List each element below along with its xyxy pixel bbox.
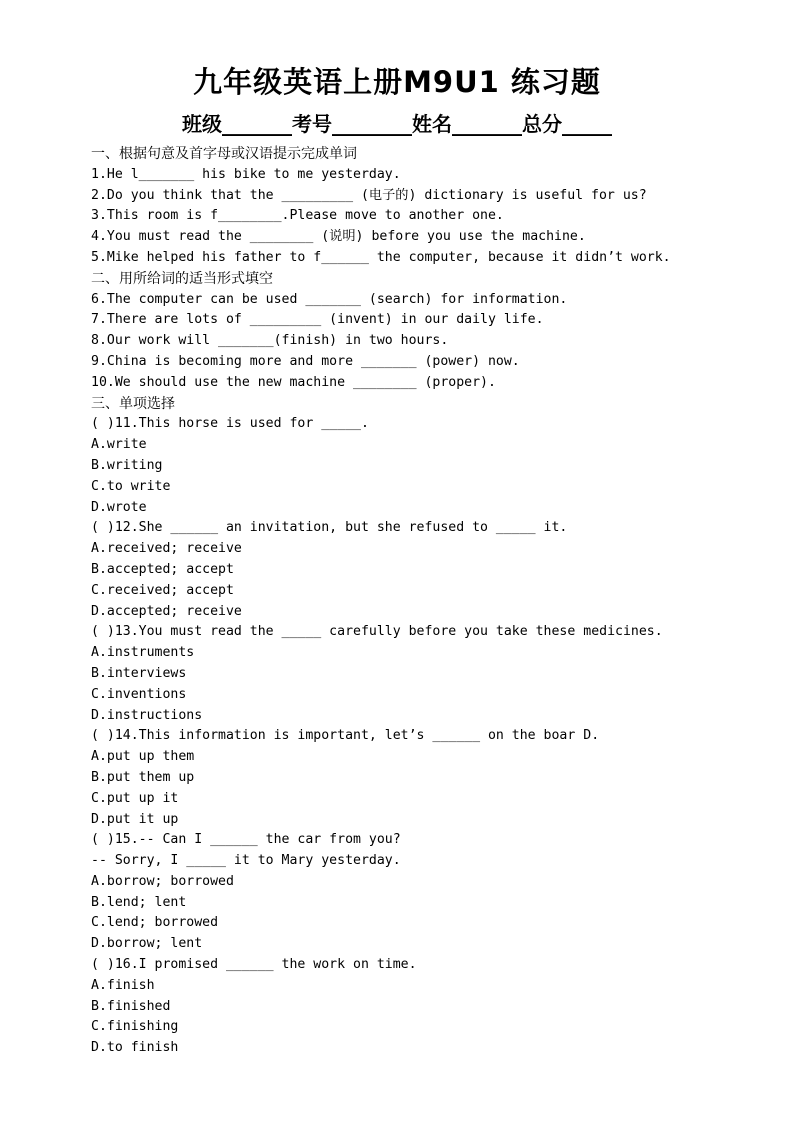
exercise-line: A.instruments: [91, 645, 195, 661]
exercise-line: A.borrow; borrowed: [91, 873, 234, 889]
exercise-line: B.lend; lent: [91, 894, 187, 910]
exercise-line: 4.You must read the ________ (说明) before you use the machine.: [91, 229, 586, 245]
exercise-line: C.put up it: [91, 790, 179, 806]
section-heading: 三、单项选择: [91, 395, 175, 412]
exercise-line: D.put it up: [91, 811, 179, 827]
exercise-line: C.to write: [91, 478, 171, 494]
section-heading: 二、用所给词的适当形式填空: [91, 270, 273, 287]
exercise-line: 9.China is becoming more and more _______ (power) now.: [91, 353, 520, 369]
exercise-line: 1.He l_______ his bike to me yesterday.: [91, 166, 401, 182]
exercise-line: D.to finish: [91, 1040, 179, 1056]
exercise-line: B.put them up: [91, 769, 195, 785]
exercise-line: 5.Mike helped his father to f______ the computer, because it didn’t work.: [91, 249, 671, 265]
exercise-line: 8.Our work will _______(finish) in two hours.: [91, 333, 449, 349]
exercise-line: ( )14.This information is important, let’s ______ on the boar D.: [91, 728, 600, 744]
page-title: 九年级英语上册M9U1 练习题: [193, 65, 601, 99]
exercise-line: 6.The computer can be used _______ (search) for information.: [91, 291, 568, 307]
exercise-line: D.borrow; lent: [91, 936, 203, 952]
exercise-list: [91, 144, 781, 1059]
exercise-line: ( )12.She ______ an invitation, but she refused to _____ it.: [91, 520, 568, 536]
exercise-line: D.wrote: [91, 499, 147, 515]
exercise-line: C.lend; borrowed: [91, 915, 219, 931]
exercise-line: C.finishing: [91, 1019, 179, 1035]
exercise-line: ( )11.This horse is used for _____.: [91, 416, 369, 432]
exercise-line: C.received; accept: [91, 582, 234, 598]
exercise-line: A.finish: [91, 977, 155, 993]
exercise-line: B.writing: [91, 457, 163, 473]
exercise-line: 7.There are lots of _________ (invent) in our daily life.: [91, 312, 544, 328]
exercise-line: A.write: [91, 437, 147, 453]
exercise-line: C.inventions: [91, 686, 187, 702]
exercise-line: D.instructions: [91, 707, 203, 723]
exercise-line: -- Sorry, I _____ it to Mary yesterday.: [91, 853, 401, 869]
exercise-line: 10.We should use the new machine ________ (proper).: [91, 374, 496, 390]
exercise-line: 3.This room is f________.Please move to another one.: [91, 208, 504, 224]
exercise-line: A.put up them: [91, 749, 195, 765]
exercise-line: D.accepted; receive: [91, 603, 242, 619]
exercise-line: B.accepted; accept: [91, 561, 234, 577]
student-info-line: 班级_______考号________姓名_______总分_____: [182, 112, 612, 136]
exercise-line: A.received; receive: [91, 541, 242, 557]
exercise-line: ( )15.-- Can I ______ the car from you?: [91, 832, 401, 848]
exercise-line: ( )13.You must read the _____ carefully before you take these medicines.: [91, 624, 663, 640]
exercise-line: B.interviews: [91, 665, 187, 681]
exercise-line: ( )16.I promised ______ the work on time.: [91, 957, 417, 973]
section-heading: 一、根据句意及首字母或汉语提示完成单词: [91, 146, 357, 162]
exercise-line: 2.Do you think that the _________ (电子的) dictionary is useful for us?: [91, 187, 647, 203]
exercise-line: B.finished: [91, 998, 171, 1014]
